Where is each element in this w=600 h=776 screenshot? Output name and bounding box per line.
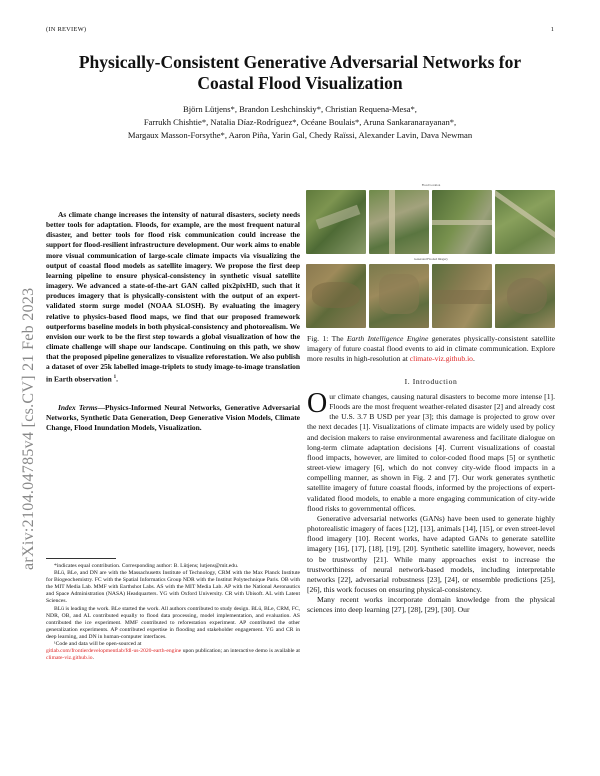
footnote-code-text: ¹Code and data will be open-sourced at [54, 641, 142, 648]
flooded-tile [495, 264, 555, 328]
satellite-tile [432, 190, 492, 254]
demo-link[interactable]: climate-viz.github.io [46, 655, 93, 662]
index-terms-label: Index Terms [58, 403, 98, 412]
section-heading: I. Introduction [404, 377, 458, 386]
satellite-tile [369, 190, 429, 254]
figure-1 [306, 180, 556, 330]
intro-paragraph-1 [307, 388, 555, 514]
caption-text: generates physically-consistent satellite imagery of future coastal flood events to aid in climate communication. Explore more results in high-resolution at [307, 334, 555, 364]
gitlab-link[interactable]: gitlab.com/frontierdevelopmentlab/fdl-us-2020-earth-engine [46, 648, 182, 655]
caption-engine-name: Earth Intelligence Engine [346, 334, 429, 343]
abstract-footnote-mark[interactable]: 1 [113, 374, 117, 380]
footnote-end: . [92, 655, 95, 662]
author-line: Björn Lütjens*, Brandon Leshchinskiy*, Christian Requena-Mesa*, [183, 104, 417, 114]
caption-end: . [472, 354, 475, 364]
drop-cap: O [307, 388, 328, 419]
figure-label-mid: Generated Flooded Imagery [414, 257, 448, 261]
flooded-tile [369, 264, 429, 328]
page-number: 1 [550, 26, 554, 33]
author-line: Margaux Masson-Forsythe*, Aaron Piña, Yarin Gal, Chedy Raïssi, Alexander Lavin, Dava Newman [127, 130, 473, 140]
caption-prefix: Fig. 1: The [307, 334, 347, 343]
intro-paragraph-2: Generative adversarial networks (GANs) have been used to generate highly photorealistic imagery of faces [12], [13], animals [14], [15], or even street-level flood imagery [10]. Recent works, have adapted GANs to generate satellite imagery [16], [17], [18], [19], [20]. Synthetic satellite imagery, however, needs to be trustworthy [21]. While many approaches exist to increase the trustworthiness of neural network-based models, including interpretable networks [22], adversarial robustness [23], [24], or ensemble predictions [25], [26], this work focuses on ensuring physical-consistency. [307, 513, 555, 594]
footnote-equal-contribution: *indicates equal contribution. Corresponding author: B. Lütjens; lutjens@mit.edu. [54, 563, 239, 569]
figure-label-top: Flood Location [421, 183, 441, 187]
flooded-tile [432, 264, 492, 328]
index-terms-text: —Physics-Informed Neural Networks, Generative Adversarial Networks, Synthetic Data Generation, Deep Generative Vision Models, Climate Change, Flood Inundation Models, Visualization. [46, 403, 300, 433]
abstract-text: As climate change increases the intensity of natural disasters, society needs better tools for adaptation. Floods, for example, are the most frequent natural disaster, and better tools for flood risk communication could increase the support for flood-resilient infrastructure development. Our work aims to enable more visual communication of large-scale climate impacts via visualizing the output of coastal flood models as satellite imagery. We propose the first deep learning pipeline to ensure physical-consistency in synthetic visual satellite imagery. We advanced a state-of-the-art GAN called pix2pixHD, such that it produces imagery that is physically-consistent with the output of an expert-validated storm surge model (NOAA SLOSH). By evaluating the imagery relative to physics-based flood maps, we find that our proposed framework outperforms baseline models in both physical-consistency and photorealism. We envision our work to be the first step towards a global visualization of how the climate challenge will shape our landscape. Continuing on this path, we show that the proposed pipeline generalizes to visualize reforestation. We also publish a dataset of over 25k labelled image-triplets to study image-to-image translation in Earth observation [46, 210, 300, 383]
footnote-affiliations: BLü, BLe, and DN are with the Massachusetts Institute of Technology, CRM with the Max Planck Institute for Biogeochemistry. FC with the Spatial Informatics Group NDR with the Institut Polytechnique Paris. OB with the MIT Media Lab. MMF with Earthshot Labs. AS with the MIT Media Lab. AP with the National Aeronautics and Space Administration (NASA) Headquarters. YG with Oxford University. CR with Ubisoft. AL with Latent Sciences. [46, 570, 300, 605]
caption-link[interactable]: climate-viz.github.io [409, 354, 473, 364]
footnote-rule [46, 558, 116, 559]
satellite-tile [495, 190, 555, 254]
footnotes [46, 562, 300, 662]
index-terms [46, 403, 300, 433]
flooded-tile [306, 264, 366, 328]
introduction-body [307, 388, 555, 615]
intro-paragraph-1-text: ur climate changes, causing natural disasters to become more intense [1]. Floods are the most frequent weather-related disaster [2] and already cost the U.S. 3.7 B USD per year [3]; this damage is projected to grow over the next decades [1]. Visualizations of climate impacts are widely used by policy and decision makers to raise environmental awareness and facilitate dialogue on long-term climate adaptation decisions [4]. Current visualizations of coastal flood impacts, however, are limited to color-coded flood maps [5] or synthetic street-view imagery [6], which do not convey city-wide flood impacts in a compelling manner, as shown in Fig. 2 and [7]. Our work generates synthetic satellite imagery of future coastal floods, informed by the projections of expert-validated flood models, to enable a more engaging communication of city-wide flood risks to governmental offices. [307, 392, 555, 513]
figure-caption [307, 334, 555, 365]
intro-paragraph-3: Many recent works incorporate domain knowledge from the physical sciences into deep learning [27], [28], [29], [30]. Our [307, 595, 555, 615]
footnote-code [46, 641, 300, 662]
paper-title: Physically-Consistent Generative Adversarial Networks for Coastal Flood Visualization [78, 52, 522, 93]
footnote-contributions: BLü is leading the work. BLe started the work. All authors contributed to study design. BLü, BLe, CRM, FC, NDR, OB, and AL contributed equally to flood data processing, model implementation, and evaluation. AS contributed the ice experiment. MMF contributed to reforestation experiment. AP contributed the other generalization experiments. AP contributed expertise in flooding and stakeholder engagement. YG and CR in deep learning, and DN in human-computer interfaces. [46, 605, 300, 640]
author-line: Farrukh Chishtie*, Natalia Díaz-Rodríguez*, Océane Boulais*, Aruna Sankaranarayanan*, [143, 117, 457, 127]
review-status: (IN REVIEW) [46, 26, 87, 33]
abstract: As climate change increases the intensity of natural disasters, society needs better tools for adaptation. Floods, for example, are the most frequent natural disaster, and better tools for flood risk communication could increase the support for flood-resilient infrastructure development. Our work aims to enable more visual communication of large-scale climate impacts via visualizing the output of coastal flood models as satellite imagery. We propose the first deep learning pipeline to ensure physical-consistency in synthetic visual satellite imagery. We advanced a state-of-the-art GAN called pix2pixHD, such that it produces imagery that is physically-consistent with the output of an expert-validated storm surge model (NOAA SLOSH). By evaluating the imagery relative to physics-based flood maps, we find that our proposed framework outperforms baseline models in both physical-consistency and photorealism. We envision our work to be the first step towards a global visualization of how the climate challenge will shape our landscape. Continuing on this path, we show that the proposed pipeline generalizes to visualize reforestation. We also publish a dataset of over 25k labelled image-triplets to study image-to-image translation in Earth observation $^1$. [46, 210, 300, 383]
footnote-code-tail: upon publication; an interactive demo is available at [181, 648, 300, 655]
satellite-tile [306, 190, 366, 254]
author-list [60, 103, 540, 142]
arxiv-identifier[interactable]: arXiv:2104.04785v4 [cs.CV] 21 Feb 2023 [20, 287, 37, 570]
